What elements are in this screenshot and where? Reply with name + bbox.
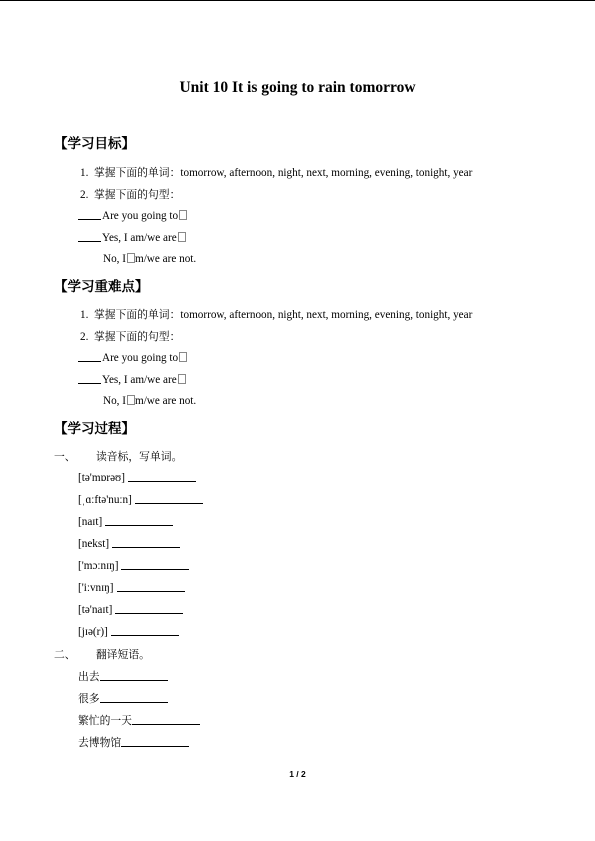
- missing-glyph-box: [179, 352, 187, 362]
- process-part-2-heading: 二、 翻译短语。: [54, 648, 150, 661]
- answer-blank[interactable]: [105, 515, 173, 526]
- answer-blank[interactable]: [117, 581, 185, 592]
- goals-sentence-3: No, I m/we are not.: [103, 253, 197, 265]
- answer-blank[interactable]: [112, 537, 180, 548]
- phonetic-item: ['mɔːnɪŋ]: [78, 559, 189, 572]
- missing-glyph-box: [179, 210, 187, 220]
- answer-blank[interactable]: [121, 736, 189, 747]
- page-title: Unit 10 It is going to rain tomorrow: [179, 79, 416, 96]
- answer-blank[interactable]: [135, 493, 203, 504]
- phonetic-item: [ˌɑːftə'nuːn]: [78, 493, 203, 506]
- key-sentence-2: Yes, I am/we are: [78, 373, 186, 386]
- goals-sentence-2: Yes, I am/we are: [78, 231, 186, 244]
- answer-blank[interactable]: [78, 351, 101, 362]
- key-sentence-3: No, I m/we are not.: [103, 395, 197, 407]
- phonetic-item: [tə'mɒrəʊ]: [78, 471, 196, 484]
- answer-blank[interactable]: [100, 692, 168, 703]
- answer-blank[interactable]: [111, 625, 179, 636]
- goals-sentence-1: Are you going to: [78, 209, 187, 222]
- phonetic-item: ['iːvnɪŋ]: [78, 581, 185, 594]
- phrase-item: 去博物馆: [78, 735, 189, 750]
- section-heading-goals: 【学习目标】: [54, 136, 135, 152]
- phonetic-item: [naɪt]: [78, 515, 173, 528]
- key-sentence-1: Are you going to: [78, 351, 187, 364]
- missing-glyph-box: [127, 253, 135, 263]
- key-item-2: 2. 掌握下面的句型：: [80, 330, 181, 343]
- goals-item-1: 1. 掌握下面的单词：tomorrow, afternoon, night, next, morning, evening, tonight, year: [80, 166, 473, 179]
- top-rule: [0, 0, 595, 1]
- goals-item-2: 2. 掌握下面的句型：: [80, 188, 181, 201]
- answer-blank[interactable]: [78, 231, 101, 242]
- answer-blank[interactable]: [78, 209, 101, 220]
- answer-blank[interactable]: [115, 603, 183, 614]
- phrase-item: 出去: [78, 669, 168, 684]
- page-number: 1 / 2: [289, 769, 306, 779]
- answer-blank[interactable]: [128, 471, 196, 482]
- phonetic-item: [nekst]: [78, 537, 180, 550]
- phrase-item: 很多: [78, 691, 168, 706]
- answer-blank[interactable]: [100, 670, 168, 681]
- phrase-item: 繁忙的一天: [78, 713, 200, 728]
- missing-glyph-box: [127, 395, 135, 405]
- answer-blank[interactable]: [78, 373, 101, 384]
- process-part-1-heading: 一、 读音标，写单词。: [54, 450, 183, 463]
- answer-blank[interactable]: [121, 559, 189, 570]
- phonetic-item: [tə'naɪt]: [78, 603, 183, 616]
- missing-glyph-box: [178, 232, 186, 242]
- section-heading-process: 【学习过程】: [54, 421, 135, 437]
- answer-blank[interactable]: [132, 714, 200, 725]
- key-item-1: 1. 掌握下面的单词：tomorrow, afternoon, night, next, morning, evening, tonight, year: [80, 308, 473, 321]
- phonetic-item: [jɪə(r)]: [78, 625, 179, 638]
- missing-glyph-box: [178, 374, 186, 384]
- section-heading-key-points: 【学习重难点】: [54, 279, 149, 295]
